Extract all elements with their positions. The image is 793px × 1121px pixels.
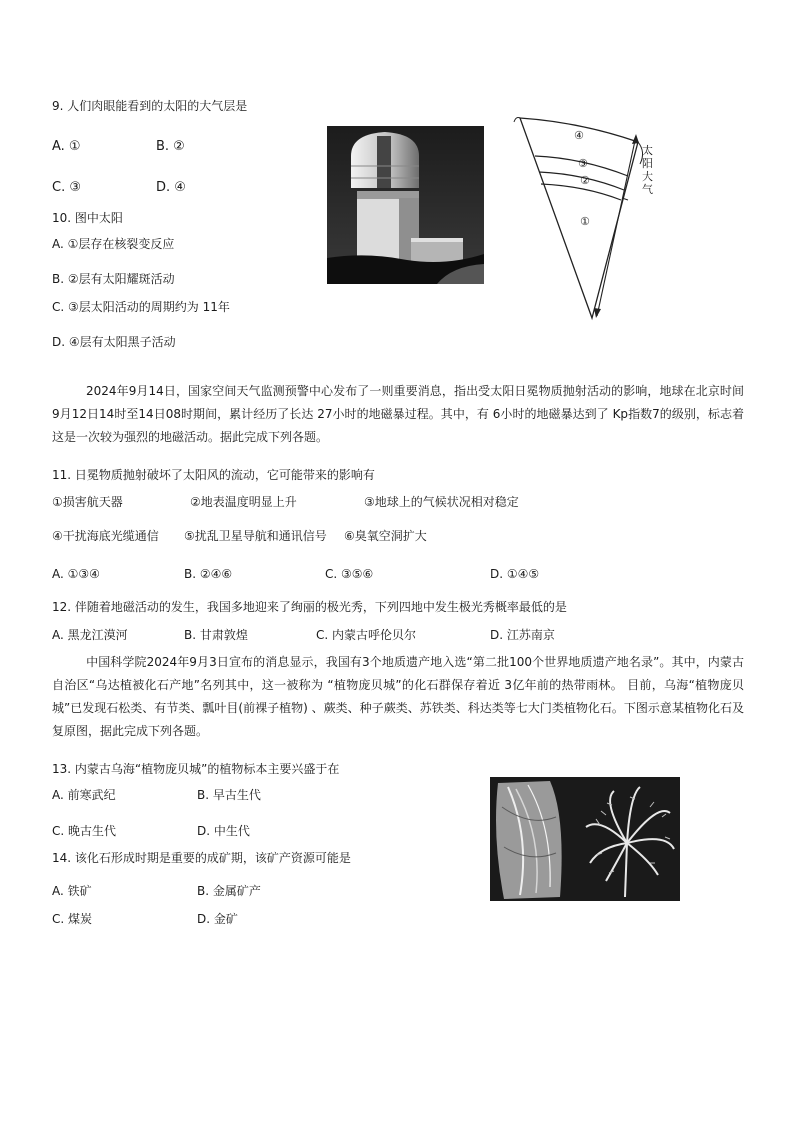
- q11-option-d: D. ①④⑤: [490, 567, 540, 581]
- side-label-char-3: 大: [642, 170, 653, 183]
- plant-fossil-photo: [490, 777, 680, 901]
- q14-stem: 14. 该化石形成时期是重要的成矿期，该矿产资源可能是: [52, 851, 351, 865]
- q10-option-b: B. ②层有太阳耀斑活动: [52, 272, 175, 286]
- q9-stem: 9. 人们肉眼能看到的太阳的大气层是: [52, 99, 248, 113]
- passage-plant-pompeii: [52, 651, 744, 743]
- q11-item-5: ⑤扰乱卫星导航和通讯信号: [184, 529, 327, 543]
- observatory-photo: [327, 126, 484, 284]
- layer-1-label: ①: [580, 215, 590, 228]
- layer-2-label: ②: [580, 174, 590, 187]
- q13-option-c: C. 晚古生代: [52, 824, 117, 838]
- q13-stem: 13. 内蒙古乌海“植物庞贝城”的植物标本主要兴盛于在: [52, 762, 340, 776]
- q11-stem: 11. 日冕物质抛射破坏了太阳风的流动，它可能带来的影响有: [52, 468, 375, 482]
- passage-geomagnetic-text: 2024年9月14日，国家空间天气监测预警中心发布了一则重要消息，指出受太阳日冕物质抛射活动的影响，地球在北京时间 9月12日14时至14日08时期间，累计经历了长达 27小时的地磁暴过程。其中，有 6小时的地磁暴达到了 Kp指数7的级别，标志着这是一次较为强烈的地磁活动。据此完成下列各题。: [52, 384, 744, 444]
- q10-stem: 10. 图中太阳: [52, 211, 123, 225]
- q9-option-d: D. ④: [156, 180, 186, 195]
- q11-option-a: A. ①③④: [52, 567, 100, 581]
- q14-option-a: A. 铁矿: [52, 884, 92, 898]
- q10-option-a: A. ①层存在核裂变反应: [52, 237, 175, 251]
- sun-atmosphere-diagram: [510, 112, 670, 324]
- q12-option-b: B. 甘肃敦煌: [184, 628, 248, 642]
- q11-item-1: ①损害航天器: [52, 495, 123, 509]
- side-label-char-2: 阳: [642, 157, 653, 170]
- side-label-char-1: 太: [642, 144, 653, 157]
- q11-item-2: ②地表温度明显上升: [190, 495, 297, 509]
- q10-option-d: D. ④层有太阳黑子活动: [52, 335, 176, 349]
- q11-option-b: B. ②④⑥: [184, 567, 233, 581]
- q12-option-c: C. 内蒙古呼伦贝尔: [316, 628, 417, 642]
- q14-option-d: D. 金矿: [197, 912, 238, 926]
- q12-stem: 12. 伴随着地磁活动的发生，我国多地迎来了绚丽的极光秀，下列四地中发生极光秀概率最低的是: [52, 600, 567, 614]
- q9-option-a: A. ①: [52, 139, 81, 154]
- q11-item-6: ⑥臭氧空洞扩大: [344, 529, 427, 543]
- layer-3-label: ③: [578, 157, 588, 170]
- q14-option-b: B. 金属矿产: [197, 884, 261, 898]
- q13-option-a: A. 前寒武纪: [52, 788, 116, 802]
- q9-option-c: C. ③: [52, 180, 81, 195]
- q11-option-c: C. ③⑤⑥: [325, 567, 374, 581]
- q13-option-d: D. 中生代: [197, 824, 250, 838]
- q13-option-b: B. 早古生代: [197, 788, 261, 802]
- q11-item-3: ③地球上的气候状况相对稳定: [364, 495, 519, 509]
- q9-option-b: B. ②: [156, 139, 185, 154]
- passage-geomagnetic: [52, 380, 744, 449]
- q12-option-d: D. 江苏南京: [490, 628, 555, 642]
- q14-option-c: C. 煤炭: [52, 912, 93, 926]
- solar-atmosphere-label: [642, 144, 654, 196]
- q12-option-a: A. 黑龙江漠河: [52, 628, 128, 642]
- q10-option-c: C. ③层太阳活动的周期约为 11年: [52, 300, 230, 314]
- layer-4-label: ④: [574, 129, 584, 142]
- q11-item-4: ④干扰海底光缆通信: [52, 529, 159, 543]
- side-label-char-4: 气: [642, 183, 653, 196]
- passage-plant-pompeii-text: 中国科学院2024年9月3日宣布的消息显示，我国有3个地质遗产地入选“第二批100个世界地质遗产地名录”。其中，内蒙古自治区“乌达植被化石产地”名列其中，这一被称为 “植物庞贝城”的化石群保存着近 3亿年前的热带雨林。 目前，乌海“植物庞贝城”已发现石松类、有节类、瓢叶目(前裸子植物) 、蕨类、种子蕨类、苏铁类、科达类等七大门类植物化石。下图示意某植物化石及复原图，据此完成下列各题。: [52, 655, 744, 738]
